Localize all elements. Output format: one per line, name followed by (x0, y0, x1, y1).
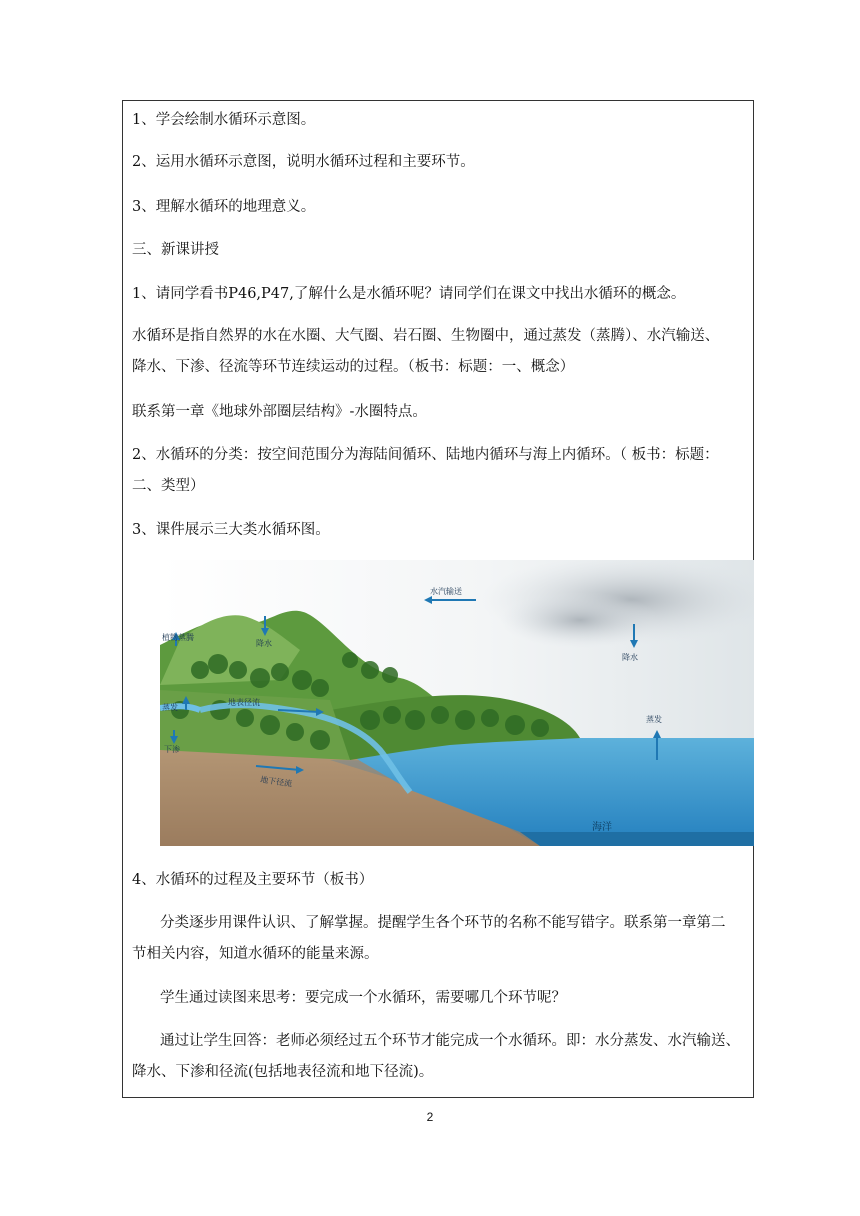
label-transpiration: 植物蒸腾 (162, 633, 194, 642)
label-evaporation-sea: 蒸发 (646, 715, 662, 724)
section-heading: 三、新课讲授 (132, 242, 219, 258)
answer-line-2: 降水、下渗和径流(包括地表径流和地下径流)。 (132, 1064, 434, 1080)
reading-question: 学生通过读图来思考：要完成一个水循环，需要哪几个环节呢？ (160, 990, 566, 1006)
label-ocean: 海洋 (592, 822, 612, 833)
label-evaporation-land: 蒸发 (162, 703, 178, 712)
process-line-1: 分类逐步用课件认识、了解掌握。提醒学生各个环节的名称不能写错字。联系第一章第二 (160, 915, 726, 931)
step-3: 3、课件展示三大类水循环图。 (132, 522, 330, 538)
label-vapor-transport: 水汽输送 (430, 587, 462, 596)
label-precipitation-sea: 降水 (622, 653, 638, 662)
link-chapter-1: 联系第一章《地球外部圈层结构》-水圈特点。 (132, 404, 427, 420)
water-cycle-figure (160, 560, 754, 846)
label-groundwater-runoff: 地下径流 (259, 775, 293, 789)
process-line-2: 节相关内容，知道水循环的能量来源。 (132, 946, 379, 962)
definition-line-1: 水循环是指自然界的水在水圈、大气圈、岩石圈、生物圈中，通过蒸发（蒸腾）、水汽输送、 (132, 328, 720, 344)
water-cycle-illustration (160, 560, 754, 846)
definition-line-2: 降水、下渗、径流等环节连续运动的过程。（板书：标题：一、概念） (132, 359, 575, 375)
step-1: 1、请同学看书P46,P47,了解什么是水循环呢？请同学们在课文中找出水循环的概念。 (132, 286, 686, 302)
objective-1: 1、学会绘制水循环示意图。 (132, 112, 316, 128)
answer-line-1: 通过让学生回答：老师必须经过五个环节才能完成一个水循环。即：水分蒸发、水汽输送、 (160, 1033, 740, 1049)
label-infiltration: 下渗 (164, 745, 180, 754)
label-surface-runoff: 地表径流 (228, 698, 260, 707)
label-precipitation-land: 降水 (256, 639, 272, 648)
classification-line-1: 2、水循环的分类：按空间范围分为海陆间循环、陆地内循环与海上内循环。（ 板书：标题： (132, 447, 719, 463)
page-number: 2 (426, 1110, 434, 1124)
objective-2: 2、运用水循环示意图，说明水循环过程和主要环节。 (132, 154, 475, 170)
classification-line-2: 二、类型） (132, 478, 205, 494)
step-4: 4、水循环的过程及主要环节（板书） (132, 872, 374, 888)
objective-3: 3、理解水循环的地理意义。 (132, 199, 316, 215)
